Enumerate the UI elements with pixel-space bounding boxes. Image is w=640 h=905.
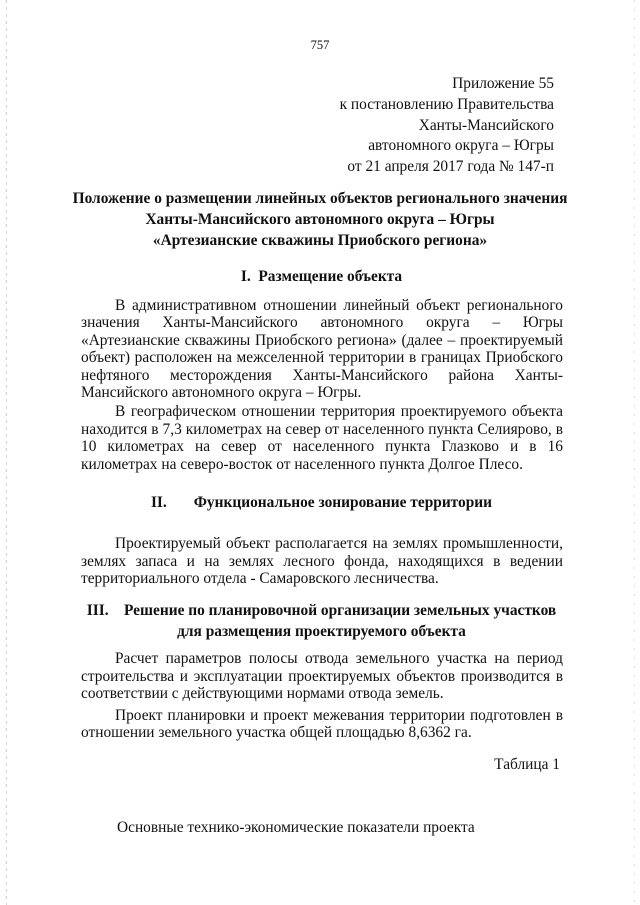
table-label: Таблица 1 xyxy=(494,756,560,773)
scan-edge-left xyxy=(6,0,7,905)
paragraph: В административном отношении линейный объект регионального значения Ханты-Мансийского автономного округа – Югры «Артезианские скважины Приобского региона» (далее – проектируемый объект) расположен на межселенной территории в границах Приобского нефтяного месторождения Ханты-Мансийского района Ханты-Мансийского автономного округа – Югры. xyxy=(81,297,563,402)
appendix-line: автономного округа – Югры xyxy=(368,137,554,155)
paragraph: В географическом отношении территория проектируемого объекта находится в 7,3 километрах на север от населенного пункта Селиярово, в 10 километрах на север от населенного пункта Глазково и в 16 километрах на северо-восток от населенного пункта Долгое Плесо. xyxy=(81,403,563,473)
section-body-1 xyxy=(81,297,563,473)
page-number: 757 xyxy=(310,38,330,52)
section-heading-2: II. Функциональное зонирование территории xyxy=(150,494,493,511)
section-body-3 xyxy=(81,650,563,742)
section-body-2 xyxy=(81,535,563,588)
appendix-line: Ханты-Мансийского xyxy=(418,116,554,134)
appendix-line: Приложение 55 xyxy=(452,75,554,92)
scan-edge-right xyxy=(634,0,635,905)
table-caption: Основные технико-экономические показатели проекта xyxy=(117,819,475,836)
section-heading-1: I. Размещение объекта xyxy=(240,268,403,285)
title-line: Ханты-Мансийского автономного округа – Югры xyxy=(145,210,495,228)
heading-line: для размещения проектируемого объекта xyxy=(177,622,466,640)
appendix-line: от 21 апреля 2017 года № 147-п xyxy=(347,158,554,176)
appendix-header xyxy=(340,74,554,178)
heading-line: III. Решение по планировочной организации земельных участков xyxy=(86,602,557,619)
title-line: «Артезианские скважины Приобского региона» xyxy=(152,231,488,249)
title-line: Положение о размещении линейных объектов регионального значения xyxy=(72,190,568,207)
appendix-line: к постановлению Правительства xyxy=(339,95,554,113)
paragraph: Расчет параметров полосы отвода земельного участка на период строительства и эксплуатации проектируемых объектов производится в соответствии с действующими нормами отвода земель. xyxy=(81,650,563,703)
section-heading-3 xyxy=(80,601,563,642)
paragraph: Проект планировки и проект межевания территории подготовлен в отношении земельного участка общей площадью 8,6362 га. xyxy=(81,706,563,742)
document-title xyxy=(70,189,570,251)
paragraph: Проектируемый объект располагается на землях промышленности, землях запаса и на землях лесного фонда, находящихся в ведении территориального отдела - Самаровского лесничества. xyxy=(81,535,563,588)
